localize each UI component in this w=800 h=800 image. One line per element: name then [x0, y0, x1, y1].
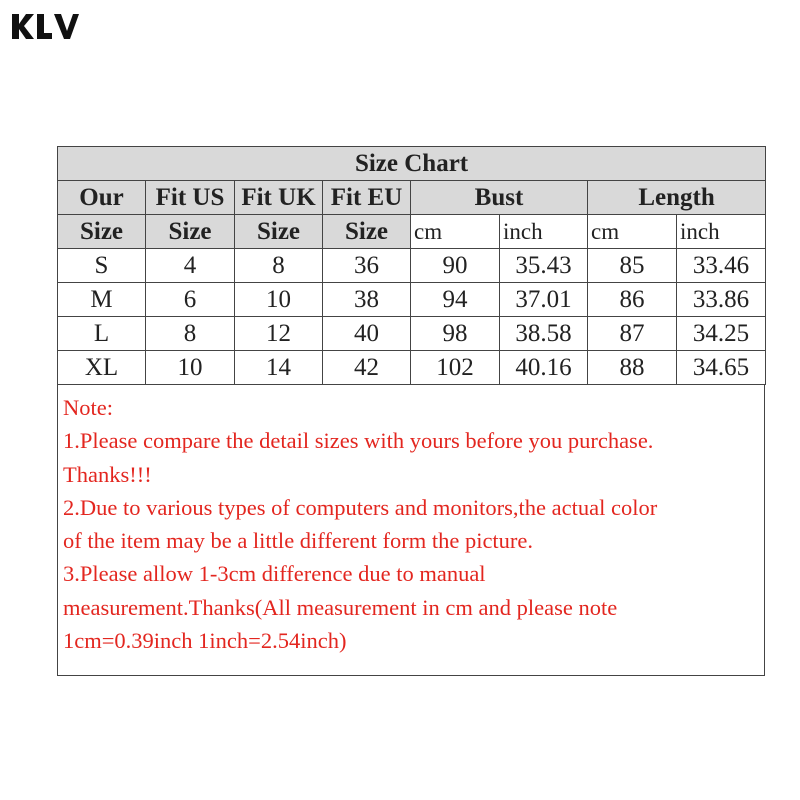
- cell-bust-cm: 98: [411, 317, 500, 351]
- cell-fit-uk: 14: [235, 351, 323, 385]
- table-row: [58, 351, 766, 385]
- header-fit-us-2: Size: [146, 215, 235, 249]
- cell-our-size: M: [58, 283, 146, 317]
- note-line: of the item may be a little different form the picture.: [63, 528, 534, 554]
- cell-fit-us: 10: [146, 351, 235, 385]
- note-line: 1.Please compare the detail sizes with yours before you purchase.: [63, 428, 654, 454]
- header-fit-us: Fit US: [146, 181, 235, 215]
- table-title: Size Chart: [58, 147, 766, 181]
- table-row: [58, 249, 766, 283]
- cell-bust-cm: 94: [411, 283, 500, 317]
- table-row: [58, 283, 766, 317]
- size-chart-sheet: [57, 146, 765, 676]
- header-length: Length: [588, 181, 766, 215]
- brand-logo: [10, 10, 80, 42]
- cell-length-cm: 86: [588, 283, 677, 317]
- header-fit-eu-2: Size: [323, 215, 411, 249]
- cell-bust-inch: 37.01: [500, 283, 588, 317]
- cell-bust-cm: 102: [411, 351, 500, 385]
- header-fit-eu: Fit EU: [323, 181, 411, 215]
- note-line: 3.Please allow 1-3cm difference due to manual: [63, 561, 486, 587]
- cell-bust-inch: 35.43: [500, 249, 588, 283]
- cell-our-size: S: [58, 249, 146, 283]
- header-our-size-2: Size: [58, 215, 146, 249]
- header-bust-inch: inch: [500, 215, 588, 249]
- note-line: Note:: [63, 395, 113, 420]
- cell-length-inch: 33.86: [677, 283, 766, 317]
- cell-length-inch: 33.46: [677, 249, 766, 283]
- cell-fit-eu: 38: [323, 283, 411, 317]
- cell-fit-us: 4: [146, 249, 235, 283]
- cell-fit-uk: 10: [235, 283, 323, 317]
- note-line: Thanks!!!: [63, 461, 152, 487]
- cell-fit-eu: 36: [323, 249, 411, 283]
- header-our-size: Our: [58, 181, 146, 215]
- header-bust: Bust: [411, 181, 588, 215]
- header-length-inch: inch: [677, 215, 766, 249]
- cell-length-cm: 88: [588, 351, 677, 385]
- cell-our-size: XL: [58, 351, 146, 385]
- cell-length-inch: 34.65: [677, 351, 766, 385]
- header-fit-uk: Fit UK: [235, 181, 323, 215]
- cell-fit-eu: 40: [323, 317, 411, 351]
- cell-fit-uk: 8: [235, 249, 323, 283]
- size-table: [57, 146, 766, 385]
- cell-length-cm: 87: [588, 317, 677, 351]
- cell-bust-inch: 38.58: [500, 317, 588, 351]
- note-line: measurement.Thanks(All measurement in cm and please note: [63, 594, 618, 620]
- cell-bust-inch: 40.16: [500, 351, 588, 385]
- header-length-cm: cm: [588, 215, 677, 249]
- cell-fit-us: 8: [146, 317, 235, 351]
- cell-fit-uk: 12: [235, 317, 323, 351]
- cell-bust-cm: 90: [411, 249, 500, 283]
- cell-length-inch: 34.25: [677, 317, 766, 351]
- cell-fit-us: 6: [146, 283, 235, 317]
- cell-length-cm: 85: [588, 249, 677, 283]
- note-line: 2.Due to various types of computers and monitors,the actual color: [63, 494, 658, 520]
- header-fit-uk-2: Size: [235, 215, 323, 249]
- note-line: 1cm=0.39inch 1inch=2.54inch): [63, 628, 347, 654]
- notes-box: [57, 385, 765, 676]
- cell-our-size: L: [58, 317, 146, 351]
- table-row: [58, 317, 766, 351]
- header-bust-cm: cm: [411, 215, 500, 249]
- cell-fit-eu: 42: [323, 351, 411, 385]
